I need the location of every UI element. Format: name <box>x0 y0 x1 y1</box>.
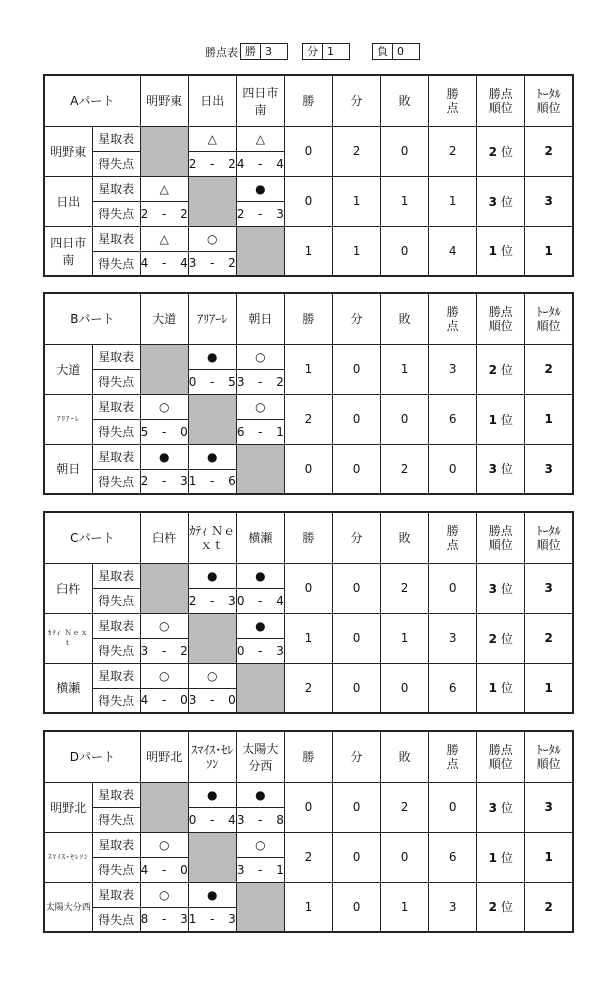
column-team: ｱﾘｱｰﾚ <box>188 293 236 344</box>
score-cell: 4 - 4 <box>236 151 284 176</box>
result-mark: ○ <box>140 394 188 419</box>
points: 6 <box>429 832 477 882</box>
row-label-stars: 星取表 <box>92 444 140 469</box>
score-cell: 4 - 0 <box>140 688 188 713</box>
score-cell: 3 - 8 <box>236 807 284 832</box>
total-rank: 3 <box>525 176 573 226</box>
wins: 1 <box>284 344 332 394</box>
row-label-stars: 星取表 <box>92 563 140 588</box>
column-team: 横瀬 <box>236 512 284 563</box>
draws: 0 <box>332 882 380 932</box>
legend-win-value: 3 <box>260 44 287 59</box>
row-label-score: 得失点 <box>92 907 140 932</box>
score-cell: 3 - 2 <box>188 251 236 276</box>
table-row <box>44 882 573 907</box>
total-rank: 1 <box>525 832 573 882</box>
losses: 0 <box>381 226 429 276</box>
score-cell: 1 - 6 <box>188 469 236 494</box>
legend-win-label: 勝 <box>245 45 256 58</box>
draws: 1 <box>332 226 380 276</box>
losses: 2 <box>381 444 429 494</box>
wins: 1 <box>284 882 332 932</box>
points: 6 <box>429 394 477 444</box>
row-label-score: 得失点 <box>92 369 140 394</box>
row-label-score: 得失点 <box>92 857 140 882</box>
score-cell: 3 - 2 <box>140 638 188 663</box>
points-rank: 2 位 <box>477 882 525 932</box>
self-match-cell <box>236 882 284 932</box>
row-label-stars: 星取表 <box>92 613 140 638</box>
wins: 0 <box>284 444 332 494</box>
points-rank: 3 位 <box>477 444 525 494</box>
draws: 1 <box>332 176 380 226</box>
column-team: 四日市南 <box>236 75 284 126</box>
table-row <box>44 663 573 688</box>
self-match-cell <box>188 832 236 882</box>
column-team: ｶﾃｨ Ｎｅｘｔ <box>188 512 236 563</box>
points: 3 <box>429 613 477 663</box>
result-mark: ○ <box>236 394 284 419</box>
result-mark: △ <box>140 226 188 251</box>
result-mark: ● <box>188 344 236 369</box>
table-row <box>44 226 573 251</box>
wins: 2 <box>284 663 332 713</box>
total-rank: 2 <box>525 344 573 394</box>
row-label-stars: 星取表 <box>92 226 140 251</box>
row-team: 太陽大分西 <box>44 882 92 932</box>
points-rank: 2 位 <box>477 344 525 394</box>
draws: 0 <box>332 832 380 882</box>
score-cell: 2 - 3 <box>236 201 284 226</box>
row-team: 横瀬 <box>44 663 92 713</box>
draws: 0 <box>332 394 380 444</box>
result-mark: ● <box>236 176 284 201</box>
row-label-score: 得失点 <box>92 151 140 176</box>
points-rank: 3 位 <box>477 176 525 226</box>
points-legend <box>205 43 420 60</box>
table-row <box>44 782 573 807</box>
losses: 2 <box>381 563 429 613</box>
column-team: 太陽大分西 <box>236 731 284 782</box>
score-cell: 3 - 0 <box>188 688 236 713</box>
result-mark: ● <box>188 882 236 907</box>
col-loss: 敗 <box>381 293 429 344</box>
points: 3 <box>429 344 477 394</box>
part-table <box>43 511 574 714</box>
table-row <box>44 613 573 638</box>
points: 0 <box>429 563 477 613</box>
self-match-cell <box>140 563 188 613</box>
part-table <box>43 730 574 933</box>
table-row <box>44 126 573 151</box>
table-row <box>44 832 573 857</box>
col-loss: 敗 <box>381 731 429 782</box>
result-mark: △ <box>236 126 284 151</box>
column-team: ｽﾏｲｽ･ｾﾚｿﾝ <box>188 731 236 782</box>
row-label-score: 得失点 <box>92 688 140 713</box>
col-total-rank: ﾄｰﾀﾙ 順位 <box>525 512 573 563</box>
self-match-cell <box>140 126 188 176</box>
losses: 0 <box>381 832 429 882</box>
col-total-rank: ﾄｰﾀﾙ 順位 <box>525 75 573 126</box>
points-rank: 2 位 <box>477 613 525 663</box>
table-row <box>44 444 573 469</box>
row-team: ｽﾏｲｽ･ｾﾚｿﾝ <box>44 832 92 882</box>
table-row <box>44 563 573 588</box>
result-mark: ● <box>188 444 236 469</box>
result-mark: ● <box>236 782 284 807</box>
self-match-cell <box>236 444 284 494</box>
row-label-stars: 星取表 <box>92 882 140 907</box>
row-label-stars: 星取表 <box>92 176 140 201</box>
row-label-score: 得失点 <box>92 638 140 663</box>
wins: 0 <box>284 782 332 832</box>
self-match-cell <box>188 176 236 226</box>
result-mark: ○ <box>188 226 236 251</box>
part-title: Aパート <box>44 75 140 126</box>
total-rank: 1 <box>525 394 573 444</box>
losses: 1 <box>381 344 429 394</box>
legend-win-box <box>240 43 288 60</box>
row-team: 朝日 <box>44 444 92 494</box>
score-cell: 3 - 2 <box>236 369 284 394</box>
draws: 0 <box>332 613 380 663</box>
column-team: 大道 <box>140 293 188 344</box>
row-team: 臼杵 <box>44 563 92 613</box>
legend-draw-label: 分 <box>307 45 318 58</box>
wins: 1 <box>284 226 332 276</box>
row-team: 明野北 <box>44 782 92 832</box>
col-points-rank: 勝点 順位 <box>477 512 525 563</box>
points-rank: 1 位 <box>477 226 525 276</box>
col-win: 勝 <box>284 512 332 563</box>
col-loss: 敗 <box>381 75 429 126</box>
score-cell: 0 - 3 <box>236 638 284 663</box>
legend-draw-box <box>302 43 350 60</box>
row-label-score: 得失点 <box>92 588 140 613</box>
row-label-stars: 星取表 <box>92 663 140 688</box>
score-cell: 2 - 2 <box>140 201 188 226</box>
score-cell: 6 - 1 <box>236 419 284 444</box>
column-team: 明野東 <box>140 75 188 126</box>
points-rank: 3 位 <box>477 563 525 613</box>
score-cell: 0 - 4 <box>236 588 284 613</box>
self-match-cell <box>236 226 284 276</box>
draws: 0 <box>332 444 380 494</box>
total-rank: 1 <box>525 226 573 276</box>
self-match-cell <box>188 394 236 444</box>
row-label-score: 得失点 <box>92 469 140 494</box>
result-mark: ● <box>188 782 236 807</box>
result-mark: ○ <box>140 663 188 688</box>
row-label-stars: 星取表 <box>92 394 140 419</box>
score-cell: 2 - 2 <box>188 151 236 176</box>
row-label-stars: 星取表 <box>92 832 140 857</box>
result-mark: ○ <box>236 832 284 857</box>
points: 2 <box>429 126 477 176</box>
total-rank: 2 <box>525 126 573 176</box>
score-cell: 0 - 5 <box>188 369 236 394</box>
col-win: 勝 <box>284 293 332 344</box>
result-mark: ○ <box>140 832 188 857</box>
legend-title: 勝点表 <box>205 45 238 59</box>
col-points: 勝 点 <box>429 731 477 782</box>
result-mark: ● <box>236 563 284 588</box>
col-draw: 分 <box>332 731 380 782</box>
total-rank: 3 <box>525 444 573 494</box>
result-mark: ● <box>188 563 236 588</box>
col-points: 勝 点 <box>429 75 477 126</box>
result-mark: ○ <box>188 663 236 688</box>
draws: 2 <box>332 126 380 176</box>
row-label-stars: 星取表 <box>92 782 140 807</box>
legend-loss-value: 0 <box>392 44 419 59</box>
losses: 0 <box>381 394 429 444</box>
score-cell: 3 - 1 <box>236 857 284 882</box>
col-points: 勝 点 <box>429 293 477 344</box>
legend-loss-label: 負 <box>377 45 388 58</box>
points: 4 <box>429 226 477 276</box>
points: 0 <box>429 782 477 832</box>
col-points-rank: 勝点 順位 <box>477 293 525 344</box>
row-label-score: 得失点 <box>92 807 140 832</box>
wins: 1 <box>284 613 332 663</box>
legend-draw-value: 1 <box>322 44 349 59</box>
losses: 2 <box>381 782 429 832</box>
row-team: ｱﾘｱｰﾚ <box>44 394 92 444</box>
wins: 2 <box>284 832 332 882</box>
row-label-stars: 星取表 <box>92 126 140 151</box>
table-row <box>44 176 573 201</box>
total-rank: 3 <box>525 782 573 832</box>
losses: 1 <box>381 882 429 932</box>
row-label-score: 得失点 <box>92 419 140 444</box>
row-team: ｶﾃｨ Ｎｅｘｔ <box>44 613 92 663</box>
row-label-score: 得失点 <box>92 251 140 276</box>
row-team: 日出 <box>44 176 92 226</box>
points: 3 <box>429 882 477 932</box>
points-rank: 1 位 <box>477 832 525 882</box>
table-row <box>44 344 573 369</box>
legend-loss-box <box>372 43 420 60</box>
result-mark: ○ <box>140 882 188 907</box>
result-mark: ● <box>140 444 188 469</box>
result-mark: △ <box>140 176 188 201</box>
result-mark: ○ <box>236 344 284 369</box>
points-rank: 1 位 <box>477 663 525 713</box>
points-rank: 3 位 <box>477 782 525 832</box>
row-label-score: 得失点 <box>92 201 140 226</box>
losses: 1 <box>381 176 429 226</box>
losses: 0 <box>381 126 429 176</box>
row-team: 明野東 <box>44 126 92 176</box>
row-label-stars: 星取表 <box>92 344 140 369</box>
score-cell: 4 - 4 <box>140 251 188 276</box>
draws: 0 <box>332 563 380 613</box>
part-table <box>43 74 574 277</box>
self-match-cell <box>140 782 188 832</box>
total-rank: 3 <box>525 563 573 613</box>
points-rank: 1 位 <box>477 394 525 444</box>
col-draw: 分 <box>332 75 380 126</box>
score-cell: 4 - 0 <box>140 857 188 882</box>
table-row <box>44 394 573 419</box>
col-points-rank: 勝点 順位 <box>477 75 525 126</box>
result-mark: △ <box>188 126 236 151</box>
draws: 0 <box>332 782 380 832</box>
score-cell: 8 - 3 <box>140 907 188 932</box>
col-draw: 分 <box>332 293 380 344</box>
wins: 2 <box>284 394 332 444</box>
col-win: 勝 <box>284 75 332 126</box>
points-rank: 2 位 <box>477 126 525 176</box>
col-total-rank: ﾄｰﾀﾙ 順位 <box>525 293 573 344</box>
points: 1 <box>429 176 477 226</box>
total-rank: 2 <box>525 613 573 663</box>
row-team: 四日市南 <box>44 226 92 276</box>
score-cell: 2 - 3 <box>140 469 188 494</box>
part-table <box>43 292 574 495</box>
draws: 0 <box>332 663 380 713</box>
col-draw: 分 <box>332 512 380 563</box>
wins: 0 <box>284 176 332 226</box>
column-team: 臼杵 <box>140 512 188 563</box>
column-team: 明野北 <box>140 731 188 782</box>
score-cell: 0 - 4 <box>188 807 236 832</box>
wins: 0 <box>284 563 332 613</box>
self-match-cell <box>188 613 236 663</box>
self-match-cell <box>236 663 284 713</box>
col-win: 勝 <box>284 731 332 782</box>
total-rank: 2 <box>525 882 573 932</box>
wins: 0 <box>284 126 332 176</box>
self-match-cell <box>140 344 188 394</box>
score-cell: 2 - 3 <box>188 588 236 613</box>
score-cell: 1 - 3 <box>188 907 236 932</box>
score-cell: 5 - 0 <box>140 419 188 444</box>
total-rank: 1 <box>525 663 573 713</box>
result-mark: ○ <box>140 613 188 638</box>
losses: 1 <box>381 613 429 663</box>
column-team: 朝日 <box>236 293 284 344</box>
part-title: Cパート <box>44 512 140 563</box>
part-title: Dパート <box>44 731 140 782</box>
result-mark: ● <box>236 613 284 638</box>
points: 0 <box>429 444 477 494</box>
row-team: 大道 <box>44 344 92 394</box>
losses: 0 <box>381 663 429 713</box>
col-loss: 敗 <box>381 512 429 563</box>
col-points: 勝 点 <box>429 512 477 563</box>
col-total-rank: ﾄｰﾀﾙ 順位 <box>525 731 573 782</box>
part-title: Bパート <box>44 293 140 344</box>
column-team: 日出 <box>188 75 236 126</box>
col-points-rank: 勝点 順位 <box>477 731 525 782</box>
points: 6 <box>429 663 477 713</box>
draws: 0 <box>332 344 380 394</box>
